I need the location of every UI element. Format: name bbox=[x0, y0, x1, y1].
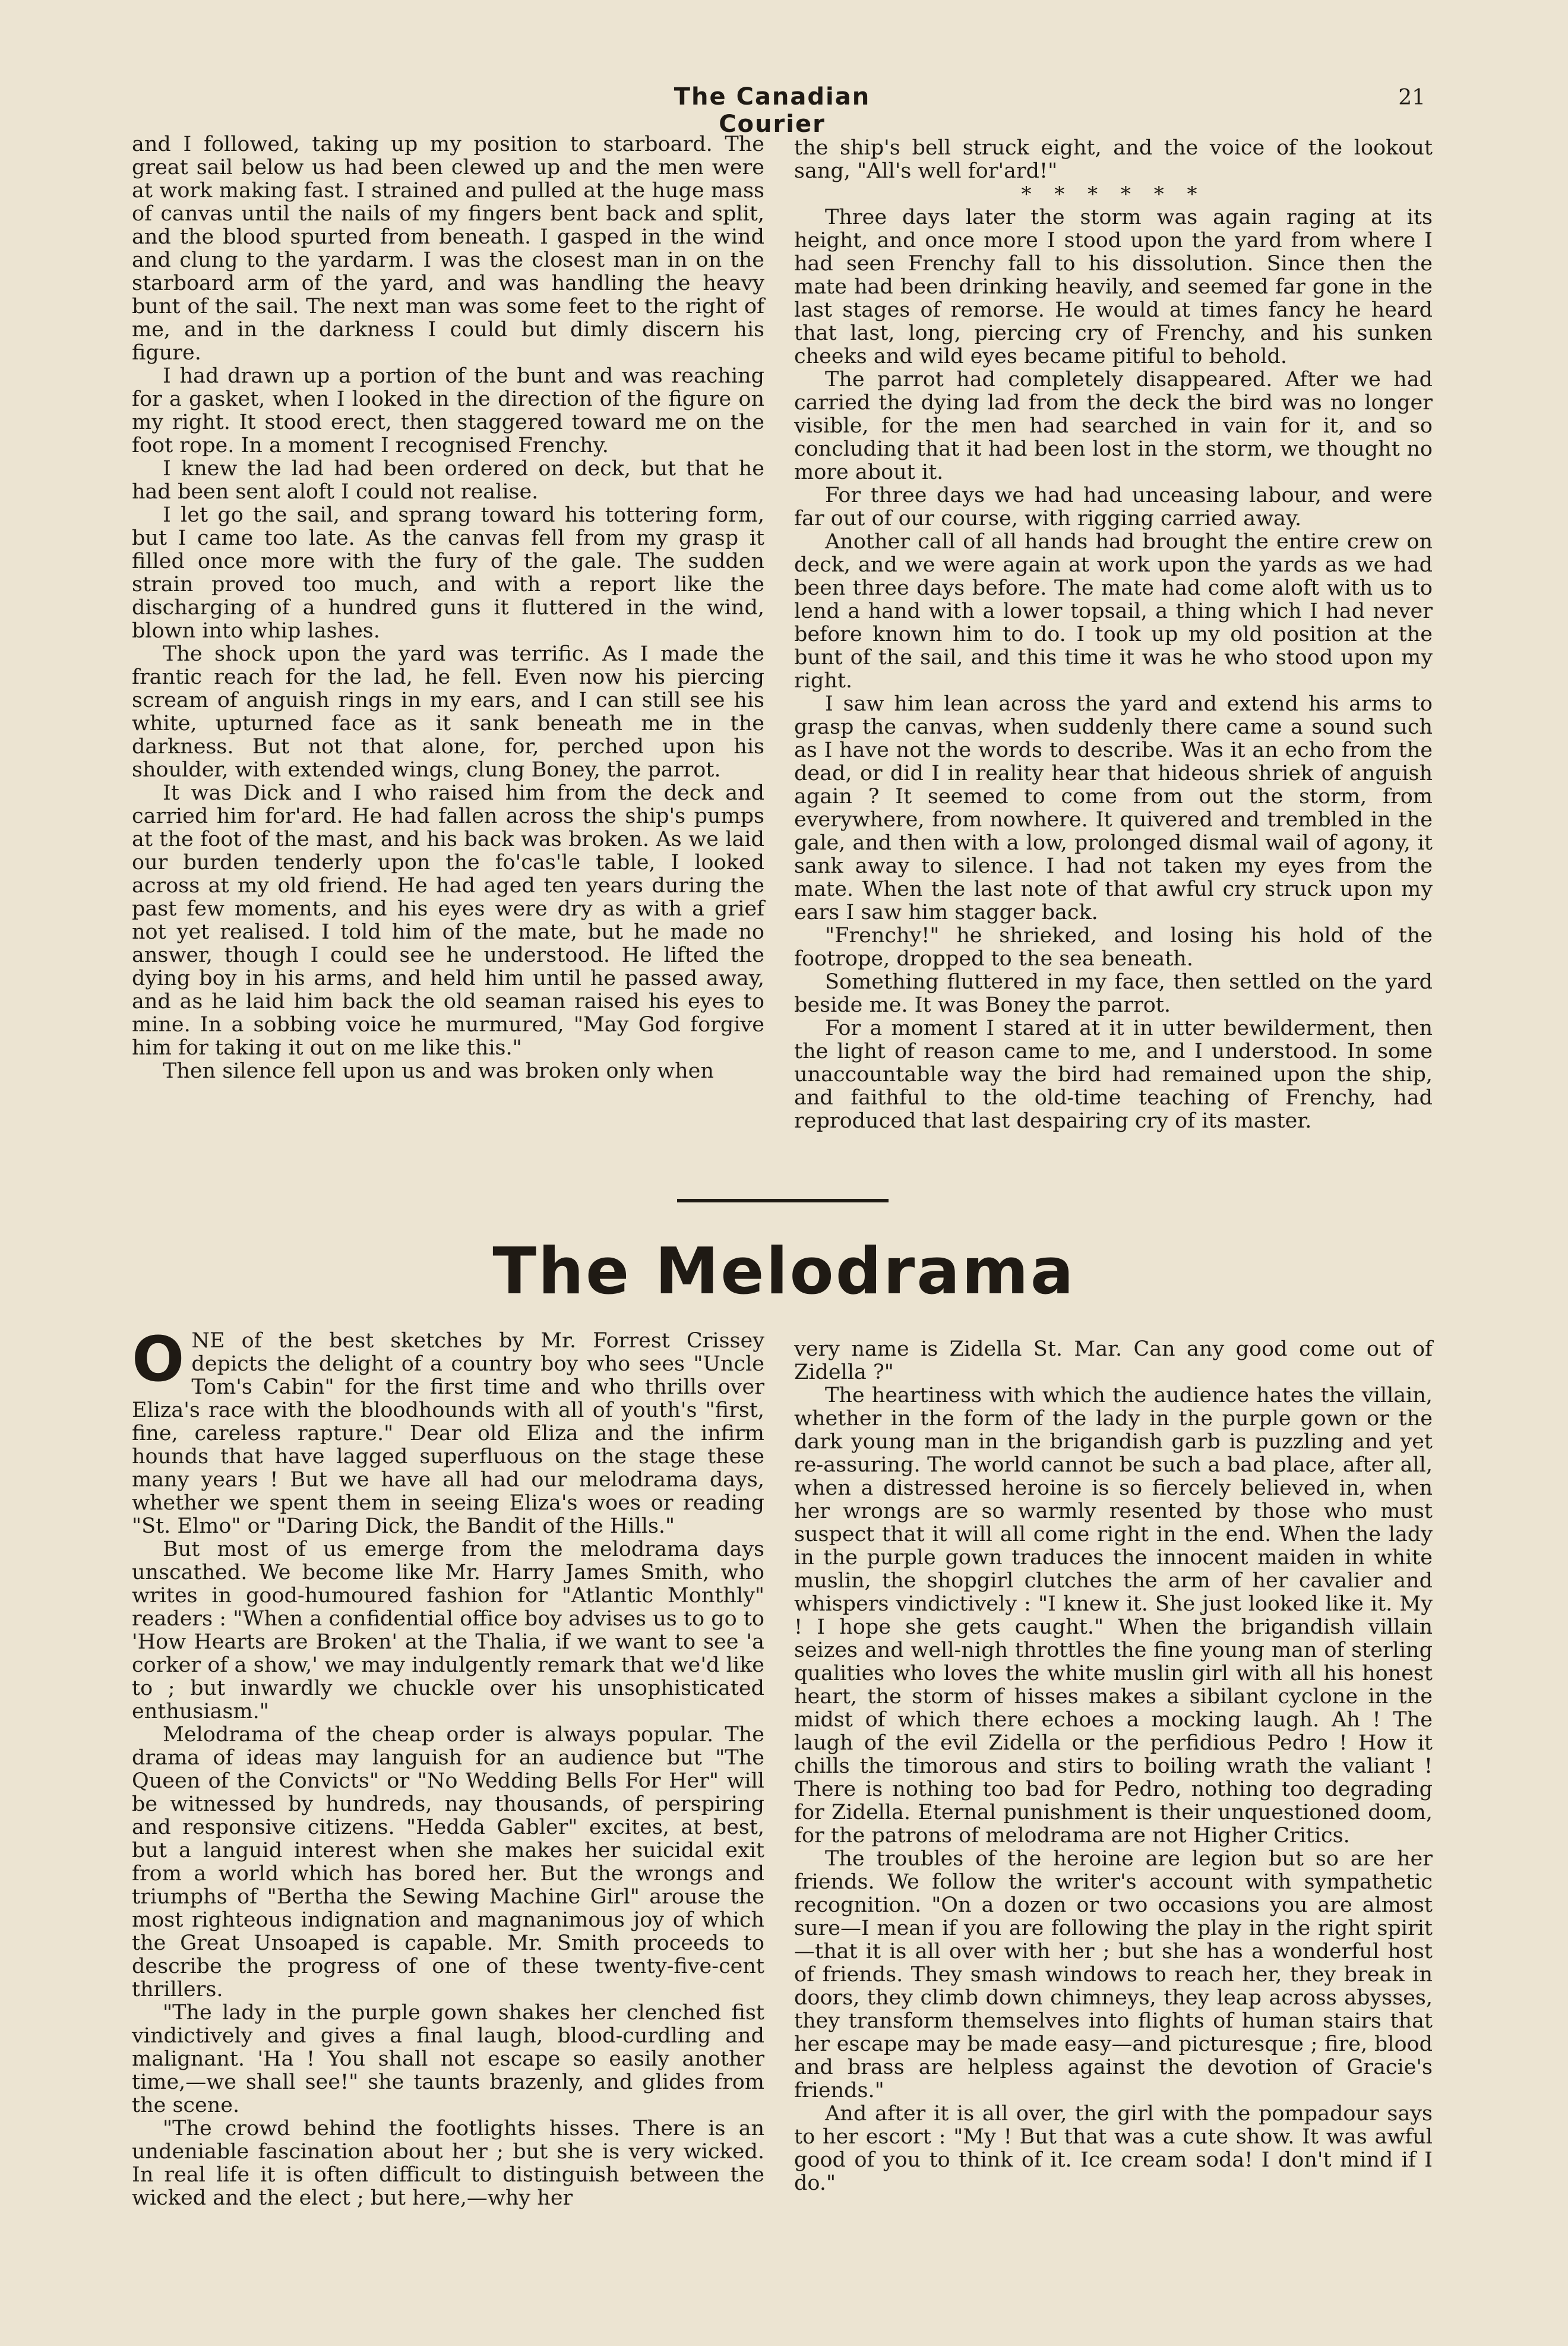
paragraph: Something fluttered in my face, then settled on the yard beside me. It was Boney the parrot. bbox=[794, 970, 1433, 1017]
paragraph: And after it is all over, the girl with the pompadour says to her escort : "My ! But that was a cute show. It was awful good of you to think of it. Ice cream soda! I don't mind if I do." bbox=[794, 2102, 1433, 2195]
paragraph: The shock upon the yard was terrific. As I made the frantic reach for the lad, he fell. Even now his piercing scream of anguish rings in my ears, and I can still see his white, upturned face as it sank beneath me in the darkness. But not that alone, for, perched upon his shoulder, with extended wings, clung Boney, the parrot. bbox=[132, 642, 764, 782]
paragraph: The parrot had completely disappeared. After we had carried the dying lad from the deck the bird was no longer visible, for the men had searched in vain for it, and so concluding that it had been lost in the storm, we thought no more about it. bbox=[794, 368, 1433, 484]
page-number: 21 bbox=[1398, 86, 1425, 110]
paragraph: Then silence fell upon us and was broken only when bbox=[163, 1059, 714, 1083]
section-divider-rule bbox=[677, 1199, 889, 1202]
paragraph: I saw him lean across the yard and extend his arms to grasp the canvas, when suddenly there came a sound such as I have not the words to describe. Was it an echo from the dead, or did I in reality hear that hideous shriek of anguish again ? It seemed to come from out the storm, from everywhere, from nowhere. It quivered and trembled in the gale, and then with a low, prolonged dismal wail of agony, it sank away to silence. I had not taken my eyes from the mate. When the last note of that awful cry struck upon my ears I saw him stagger back. bbox=[794, 692, 1433, 924]
paragraph: It was Dick and I who raised him from the deck and carried him for'ard. He had fallen across the ship's pumps at the foot of the mast, and his back was broken. As we laid our burden tenderly upon the fo'cas'le table, I looked across at my old friend. He had aged ten years during the past few moments, and his eyes were dry as with a grief not yet realised. I told him of the mate, but he made no answer, though I could see he understood. He lifted the dying boy in his arms, and held him until he passed away, and as he laid him back the old seaman raised his eyes to mine. In a sobbing voice he murmured, "May God forgive him for taking it out on me like this." bbox=[132, 781, 764, 1060]
paragraph: the ship's bell struck eight, and the voice of the lookout sang, "All's well for'ard!" bbox=[794, 136, 1433, 183]
lead-paragraph bbox=[132, 1323, 764, 1538]
paragraph: Three days later the storm was again raging at its height, and once more I stood upon the yard from where I had seen Frenchy fall to his dissolution. Since then the mate had been drinking heavily, and seemed far gone in the last stages of remorse. He would at times fancy he heard that last, long, piercing cry of Frenchy, and his sunken cheeks and wild eyes became pitiful to behold. bbox=[794, 206, 1433, 368]
paragraph: But most of us emerge from the melodrama days unscathed. We become like Mr. Harry James Smith, who writes in good-humoured fashion for "Atlantic Monthly" readers : "When a confidential office boy advises us to go to 'How Hearts are Broken' at the Thalia, if we want to see 'a corker of a show,' we may indulgently remark that we'd like to ; but inwardly we chuckle over his unsophisticated enthusiasm." bbox=[132, 1537, 764, 1723]
paragraph: Another call of all hands had brought the entire crew on deck, and we were again at work upon the yards as we had been three days before. The mate had come aloft with us to lend a hand with a lower topsail, a thing which I had never before known him to do. I took up my old position at the bunt of the sail, and this time it was he who stood upon my right. bbox=[794, 530, 1433, 693]
paragraph: I knew the lad had been ordered on deck, but that he had been sent aloft I could not realise. bbox=[132, 457, 764, 504]
article-title: The Melodrama bbox=[492, 1234, 1076, 1309]
article-right-column bbox=[794, 1338, 1433, 2265]
article-left-column bbox=[132, 1323, 764, 2256]
paragraph: and I followed, taking up my position to starboard. The great sail below us had been clewed up and the men were at work making fast. I strained and pulled at the huge mass of canvas until the nails of my fingers bent back and split, and the blood spurted from beneath. I gasped in the wind and clung to the yardarm. I was the closest man in on the starboard arm of the yard, and was handling the heavy bunt of the sail. The next man was some feet to the right of me, and in the darkness I could but dimly discern his figure. bbox=[132, 132, 764, 365]
section-break-asterisks: * * * * * * bbox=[1021, 182, 1206, 206]
paragraph: For a moment I stared at it in utter bewilderment, then the light of reason came to me, and I understood. In some unaccountable way the bird had remained upon the ship, and faithful to the old-time teaching of Frenchy, had reproduced that last despairing cry of its master. bbox=[794, 1016, 1433, 1133]
paragraph: "The lady in the purple gown shakes her clenched fist vindictively and gives a final laugh, blood-curdling and malignant. 'Ha ! You shall not escape so easily another time,—we shall see!" she taunts brazenly, and glides from the scene. bbox=[132, 2001, 764, 2117]
paragraph: "The crowd behind the footlights hisses. There is an undeniable fascination about her ; but she is very wicked. In real life it is often difficult to distinguish between the wicked and the elect ; but here,—why her bbox=[132, 2117, 764, 2210]
paragraph: I let go the sail, and sprang toward his tottering form, but I came too late. As the canvas fell from my grasp it filled once more with the fury of the gale. The sudden strain proved too much, and with a report like the discharging of a hundred guns it fluttered in the wind, blown into whip lashes. bbox=[132, 503, 764, 643]
drop-cap: O bbox=[132, 1323, 185, 1395]
paragraph: Melodrama of the cheap order is always popular. The drama of ideas may languish for an audience but "The Queen of the Convicts" or "No Wedding Bells For Her" will be witnessed by hundreds, nay thousands, of perspiring and responsive citizens. "Hedda Gabler" excites, at best, but a languid interest when she makes her suicidal exit from a world which has bored her. But the wrongs and triumphs of "Bertha the Sewing Machine Girl" arouse the most righteous indignation and magnanimous joy of which the Great Unsoaped is capable. Mr. Smith proceeds to describe the progress of one of these twenty-five-cent thrillers. bbox=[132, 1723, 764, 2001]
story-right-column bbox=[794, 137, 1433, 1158]
lead-paragraph-text: NE of the best sketches by Mr. Forrest Crissey depicts the delight of a country boy who sees "Uncle Tom's Cabin" for the first time and who thrills over Eliza's race with the bloodhounds with all of youth's "first, fine, careless rapture." Dear old Eliza and the infirm hounds that have lagged superfluous on the stage these many years ! But we have all had our melodrama days, whether we spent them in seeing Eliza's woes or reading "St. Elmo" or "Daring Dick, the Bandit of the Hills." bbox=[132, 1329, 764, 1538]
story-left-column bbox=[132, 133, 764, 1155]
paragraph: "Frenchy!" he shrieked, and losing his hold of the footrope, dropped to the sea beneath. bbox=[794, 924, 1433, 971]
paragraph: The heartiness with which the audience hates the villain, whether in the form of the lady in the purple gown or the dark young man in the brigandish garb is puzzling and yet re-assuring. The world cannot be such a bad place, after all, when a distressed heroine is so fiercely believed in, when her wrongs are so warmly resented by those who must suspect that it will all come right in the end. When the lady in the purple gown traduces the innocent maiden in white muslin, the shopgirl clutches the arm of her cavalier and whispers vindictively : "I knew it. She just looked like it. My ! I hope she gets caught." When the brigandish villain seizes and well-nigh throttles the fine young man of sterling qualities who loves the white muslin girl with all his honest heart, the storm of hisses makes a sibilant cyclone in the midst of which there echoes a mocking laugh. Ah ! The laugh of the evil Zidella or the perfidious Pedro ! How it chills the timorous and stirs to boiling wrath the valiant ! There is nothing too bad for Pedro, nothing too degrading for Zidella. Eternal punishment is their unquestioned doom, for the patrons of melodrama are not Higher Critics. bbox=[794, 1384, 1433, 1848]
page-header-title: The Canadian Courier bbox=[674, 83, 871, 138]
paragraph: For three days we had had unceasing labour, and were far out of our course, with rigging carried away. bbox=[794, 484, 1433, 531]
paragraph: very name is Zidella St. Mar. Can any good come out of Zidella ?" bbox=[794, 1337, 1433, 1384]
paragraph: I had drawn up a portion of the bunt and was reaching for a gasket, when I looked in the direction of the figure on my right. It stood erect, then staggered toward me on the foot rope. In a moment I recognised Frenchy. bbox=[132, 364, 764, 457]
paragraph: The troubles of the heroine are legion but so are her friends. We follow the writer's account with sympathetic recognition. "On a dozen or two occasions you are almost sure—I mean if you are following the play in the right spirit—that it is all over with her ; but she has a wonderful host of friends. They smash windows to reach her, they break in doors, they climb down chimneys, they leap across abysses, they transform themselves into flights of human stairs that her escape may be made easy—and picturesque ; fire, blood and brass are helpless against the devotion of Gracie's friends." bbox=[794, 1847, 1433, 2102]
